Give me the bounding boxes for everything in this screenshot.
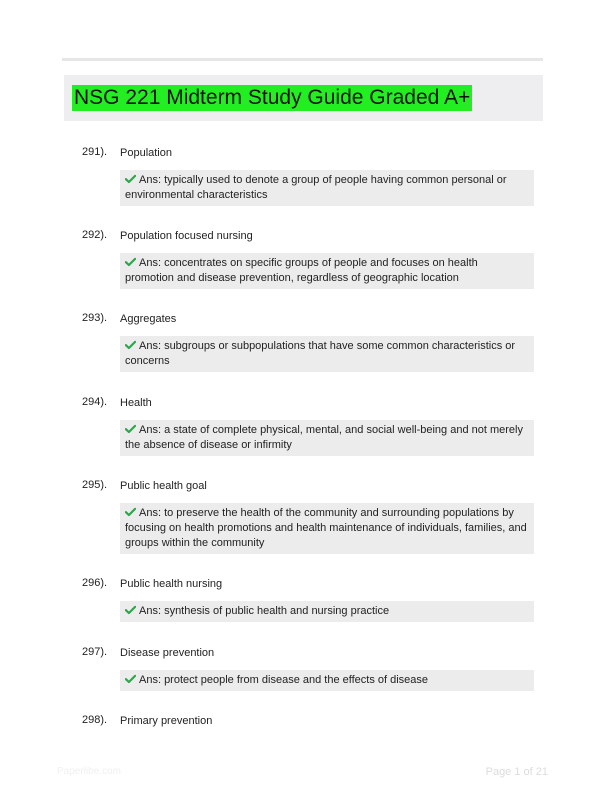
checkmark-icon (125, 340, 136, 350)
checkmark-icon (125, 605, 136, 615)
document-title: NSG 221 Midterm Study Guide Graded A+ (74, 86, 471, 109)
top-rule (62, 58, 543, 61)
answer-text: Ans: a state of complete physical, mental, and social well-being and not merely the absence of disease or infirmity (125, 424, 523, 451)
answer-text: Ans: concentrates on specific groups of people and focuses on health promotion and disease prevention, regardless of geographic location (125, 257, 478, 284)
answer-box (120, 670, 534, 691)
checkmark-icon (125, 674, 136, 684)
answer-box (120, 420, 534, 456)
question-term: Health (120, 397, 152, 409)
answer-box (120, 336, 534, 372)
question-number: 292). (82, 229, 108, 241)
question-number: 295). (82, 479, 108, 491)
question-number: 298). (82, 714, 108, 726)
checkmark-icon (125, 257, 136, 267)
answer-text: Ans: subgroups or subpopulations that have some common characteristics or concerns (125, 340, 516, 367)
question-number: 291). (82, 146, 108, 158)
question-number: 294). (82, 396, 108, 408)
question-term: Disease prevention (120, 647, 215, 659)
answer-box (120, 601, 534, 622)
question-term: Aggregates (120, 313, 177, 325)
question-number: 296). (82, 577, 108, 589)
question-number: 293). (82, 312, 108, 324)
answer-box (120, 170, 534, 206)
question-number: 297). (82, 646, 108, 658)
checkmark-icon (125, 424, 136, 434)
answer-text: Ans: synthesis of public health and nursing practice (139, 605, 390, 617)
answer-box (120, 253, 534, 289)
checkmark-icon (125, 507, 136, 517)
answer-text: Ans: protect people from disease and the effects of disease (139, 674, 429, 686)
answer-text: Ans: typically used to denote a group of people having common personal or environmental characteristics (125, 174, 507, 201)
title-band (64, 75, 543, 121)
question-term: Population focused nursing (120, 230, 253, 242)
answer-text: Ans: to preserve the health of the community and surrounding populations by focusing on health promotions and health maintenance of individuals, families, and groups within the community (125, 507, 527, 549)
answer-box (120, 503, 534, 554)
question-term: Population (120, 147, 172, 159)
footer-watermark: Paperlibe.com (57, 766, 121, 777)
question-term: Primary prevention (120, 715, 213, 727)
checkmark-icon (125, 174, 136, 184)
page-number: Page 1 of 21 (485, 766, 548, 778)
question-term: Public health goal (120, 480, 207, 492)
question-term: Public health nursing (120, 578, 223, 590)
